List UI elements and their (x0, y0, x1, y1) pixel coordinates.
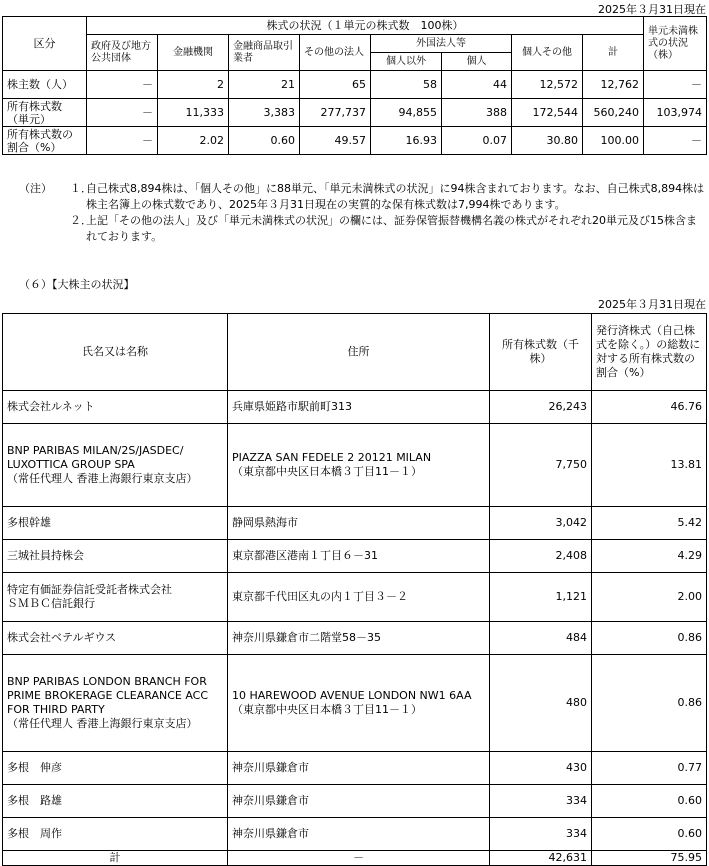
cell: － (87, 71, 158, 99)
shareholder-shares: 334 (490, 818, 592, 851)
cell: 16.93 (371, 127, 442, 155)
cell: 2 (158, 71, 229, 99)
cell: － (87, 127, 158, 155)
table-row (3, 99, 707, 127)
cell: 100.00 (583, 127, 644, 155)
shareholder-address: 神奈川県鎌倉市 (228, 785, 490, 818)
government-header: 政府及び地方公共団体 (87, 35, 158, 71)
table-row (3, 391, 707, 424)
cell: 94,855 (371, 99, 442, 127)
row-label: 所有株式数の割合（%） (3, 127, 87, 155)
shareholder-shares: 7,750 (490, 424, 592, 507)
shareholder-ratio: 0.86 (592, 655, 707, 752)
cell: 277,737 (300, 99, 371, 127)
foreign-header: 外国法人等 (371, 35, 512, 53)
shareholder-name: 三城社員持株会 (3, 540, 228, 573)
foreign-non-individual-header: 個人以外 (371, 53, 442, 71)
shareholder-address: 東京都千代田区丸の内１丁目３－２ (228, 573, 490, 622)
total-label: 計 (3, 851, 228, 866)
table-row (3, 622, 707, 655)
table-row (3, 507, 707, 540)
shareholder-address: PIAZZA SAN FEDELE 2 20121 MILAN （東京都中央区日本橋３丁目11－１） (228, 424, 490, 507)
cell: 44 (442, 71, 512, 99)
total-header: 計 (583, 35, 644, 71)
shares-header: 所有株式数（千株） (490, 314, 592, 391)
shareholder-ratio: 46.76 (592, 391, 707, 424)
note-number: ２． (70, 214, 92, 227)
table2-date: 2025年３月31日現在 (598, 298, 706, 311)
table-row (3, 71, 707, 99)
shareholder-shares: 430 (490, 752, 592, 785)
shareholder-address: 神奈川県鎌倉市 (228, 818, 490, 851)
category-header: 区分 (3, 17, 87, 71)
total-ratio: 75.95 (592, 851, 707, 866)
shareholder-shares: 2,408 (490, 540, 592, 573)
row-label: 株主数（人） (3, 71, 87, 99)
shareholder-name: 特定有価証券信託受託者株式会社 ＳＭＢＣ信託銀行 (3, 573, 228, 622)
cell: 0.07 (442, 127, 512, 155)
cell: 388 (442, 99, 512, 127)
shareholder-name: BNP PARIBAS MILAN/2S/JASDEC/ LUXOTTICA GROUP SPA （常任代理人 香港上海銀行東京支店） (3, 424, 228, 507)
shareholder-shares: 26,243 (490, 391, 592, 424)
securities-header: 金融商品取引業者 (229, 35, 300, 71)
foreign-individual-header: 個人 (442, 53, 512, 71)
notes-label: （注） (19, 182, 52, 195)
cell: 65 (300, 71, 371, 99)
table-row (3, 540, 707, 573)
shareholder-name: 多根 周作 (3, 818, 228, 851)
note-item (0, 181, 706, 213)
table-row (3, 818, 707, 851)
status-header: 株式の状況（１単元の株式数 100株） (87, 17, 644, 35)
shareholder-shares: 1,121 (490, 573, 592, 622)
cell: 0.60 (229, 127, 300, 155)
table-row (3, 655, 707, 752)
shareholder-ratio: 13.81 (592, 424, 707, 507)
shareholder-ratio: 2.00 (592, 573, 707, 622)
cell: － (644, 71, 707, 99)
shareholder-composition-table (2, 16, 707, 155)
cell: 58 (371, 71, 442, 99)
table-row (3, 127, 707, 155)
row-label: 所有株式数（単元） (3, 99, 87, 127)
note-item (0, 213, 706, 245)
table1-date: 2025年３月31日現在 (598, 3, 706, 16)
total-address: － (228, 851, 490, 866)
shareholder-shares: 484 (490, 622, 592, 655)
major-shareholders-table (2, 313, 707, 866)
table-row (3, 785, 707, 818)
shareholder-shares: 3,042 (490, 507, 592, 540)
shareholder-name: 株式会社ルネット (3, 391, 228, 424)
table-row (3, 573, 707, 622)
shareholder-ratio: 4.29 (592, 540, 707, 573)
total-shares: 42,631 (490, 851, 592, 866)
shareholder-name: BNP PARIBAS LONDON BRANCH FOR PRIME BROKERAGE CLEARANCE ACC FOR THIRD PARTY （常任代理人 香港上海銀行東京支店） (3, 655, 228, 752)
cell: 11,333 (158, 99, 229, 127)
less-than-unit-header: 単元未満株式の状況（株） (644, 17, 707, 71)
shareholder-address: 兵庫県姫路市駅前町313 (228, 391, 490, 424)
cell: 2.02 (158, 127, 229, 155)
cell: 3,383 (229, 99, 300, 127)
shareholder-ratio: 5.42 (592, 507, 707, 540)
shareholder-address: 神奈川県鎌倉市二階堂58－35 (228, 622, 490, 655)
address-header: 住所 (228, 314, 490, 391)
individual-other-header: 個人その他 (512, 35, 583, 71)
cell: － (87, 99, 158, 127)
cell: 12,572 (512, 71, 583, 99)
ratio-header: 発行済株式（自己株式を除く。）の総数に対する所有株式数の割合（%） (592, 314, 707, 391)
cell: 30.80 (512, 127, 583, 155)
shareholder-name: 多根 伸彦 (3, 752, 228, 785)
shareholder-ratio: 0.86 (592, 622, 707, 655)
table-row (3, 424, 707, 507)
note-number: １． (70, 182, 92, 195)
cell: 21 (229, 71, 300, 99)
shareholder-name: 株式会社ベテルギウス (3, 622, 228, 655)
shareholder-shares: 334 (490, 785, 592, 818)
total-row (3, 851, 707, 866)
shareholder-address: 東京都港区港南１丁目６－31 (228, 540, 490, 573)
note-text: 上記「その他の法人」及び「単元未満株式の状況」の欄には、証券保管振替機構名義の株式がそれぞれ20単元及び15株含まれております。 (86, 214, 697, 243)
shareholder-ratio: 0.60 (592, 818, 707, 851)
notes (0, 181, 706, 245)
other-corp-header: その他の法人 (300, 35, 371, 71)
shareholder-shares: 480 (490, 655, 592, 752)
shareholder-name: 多根幹雄 (3, 507, 228, 540)
shareholder-name: 多根 路雄 (3, 785, 228, 818)
name-header: 氏名又は名称 (3, 314, 228, 391)
shareholder-address: 静岡県熱海市 (228, 507, 490, 540)
note-text: 自己株式8,894株は、「個人その他」に88単元、「単元未満株式の状況」に94株含まれております。なお、自己株式8,894株は株主名簿上の株式数であり、2025年３月31日現在の実質的な保有株式数は7,994株であります。 (86, 182, 705, 211)
cell: 103,974 (644, 99, 707, 127)
shareholder-ratio: 0.77 (592, 752, 707, 785)
shareholder-address: 10 HAREWOOD AVENUE LONDON NW1 6AA （東京都中央区日本橋３丁目11－１） (228, 655, 490, 752)
cell: 12,762 (583, 71, 644, 99)
shareholder-address: 神奈川県鎌倉市 (228, 752, 490, 785)
table-row (3, 752, 707, 785)
section-title: （６）【大株主の状況】 (19, 278, 135, 291)
cell: 49.57 (300, 127, 371, 155)
cell: － (644, 127, 707, 155)
cell: 560,240 (583, 99, 644, 127)
shareholder-ratio: 0.60 (592, 785, 707, 818)
financial-header: 金融機関 (158, 35, 229, 71)
cell: 172,544 (512, 99, 583, 127)
